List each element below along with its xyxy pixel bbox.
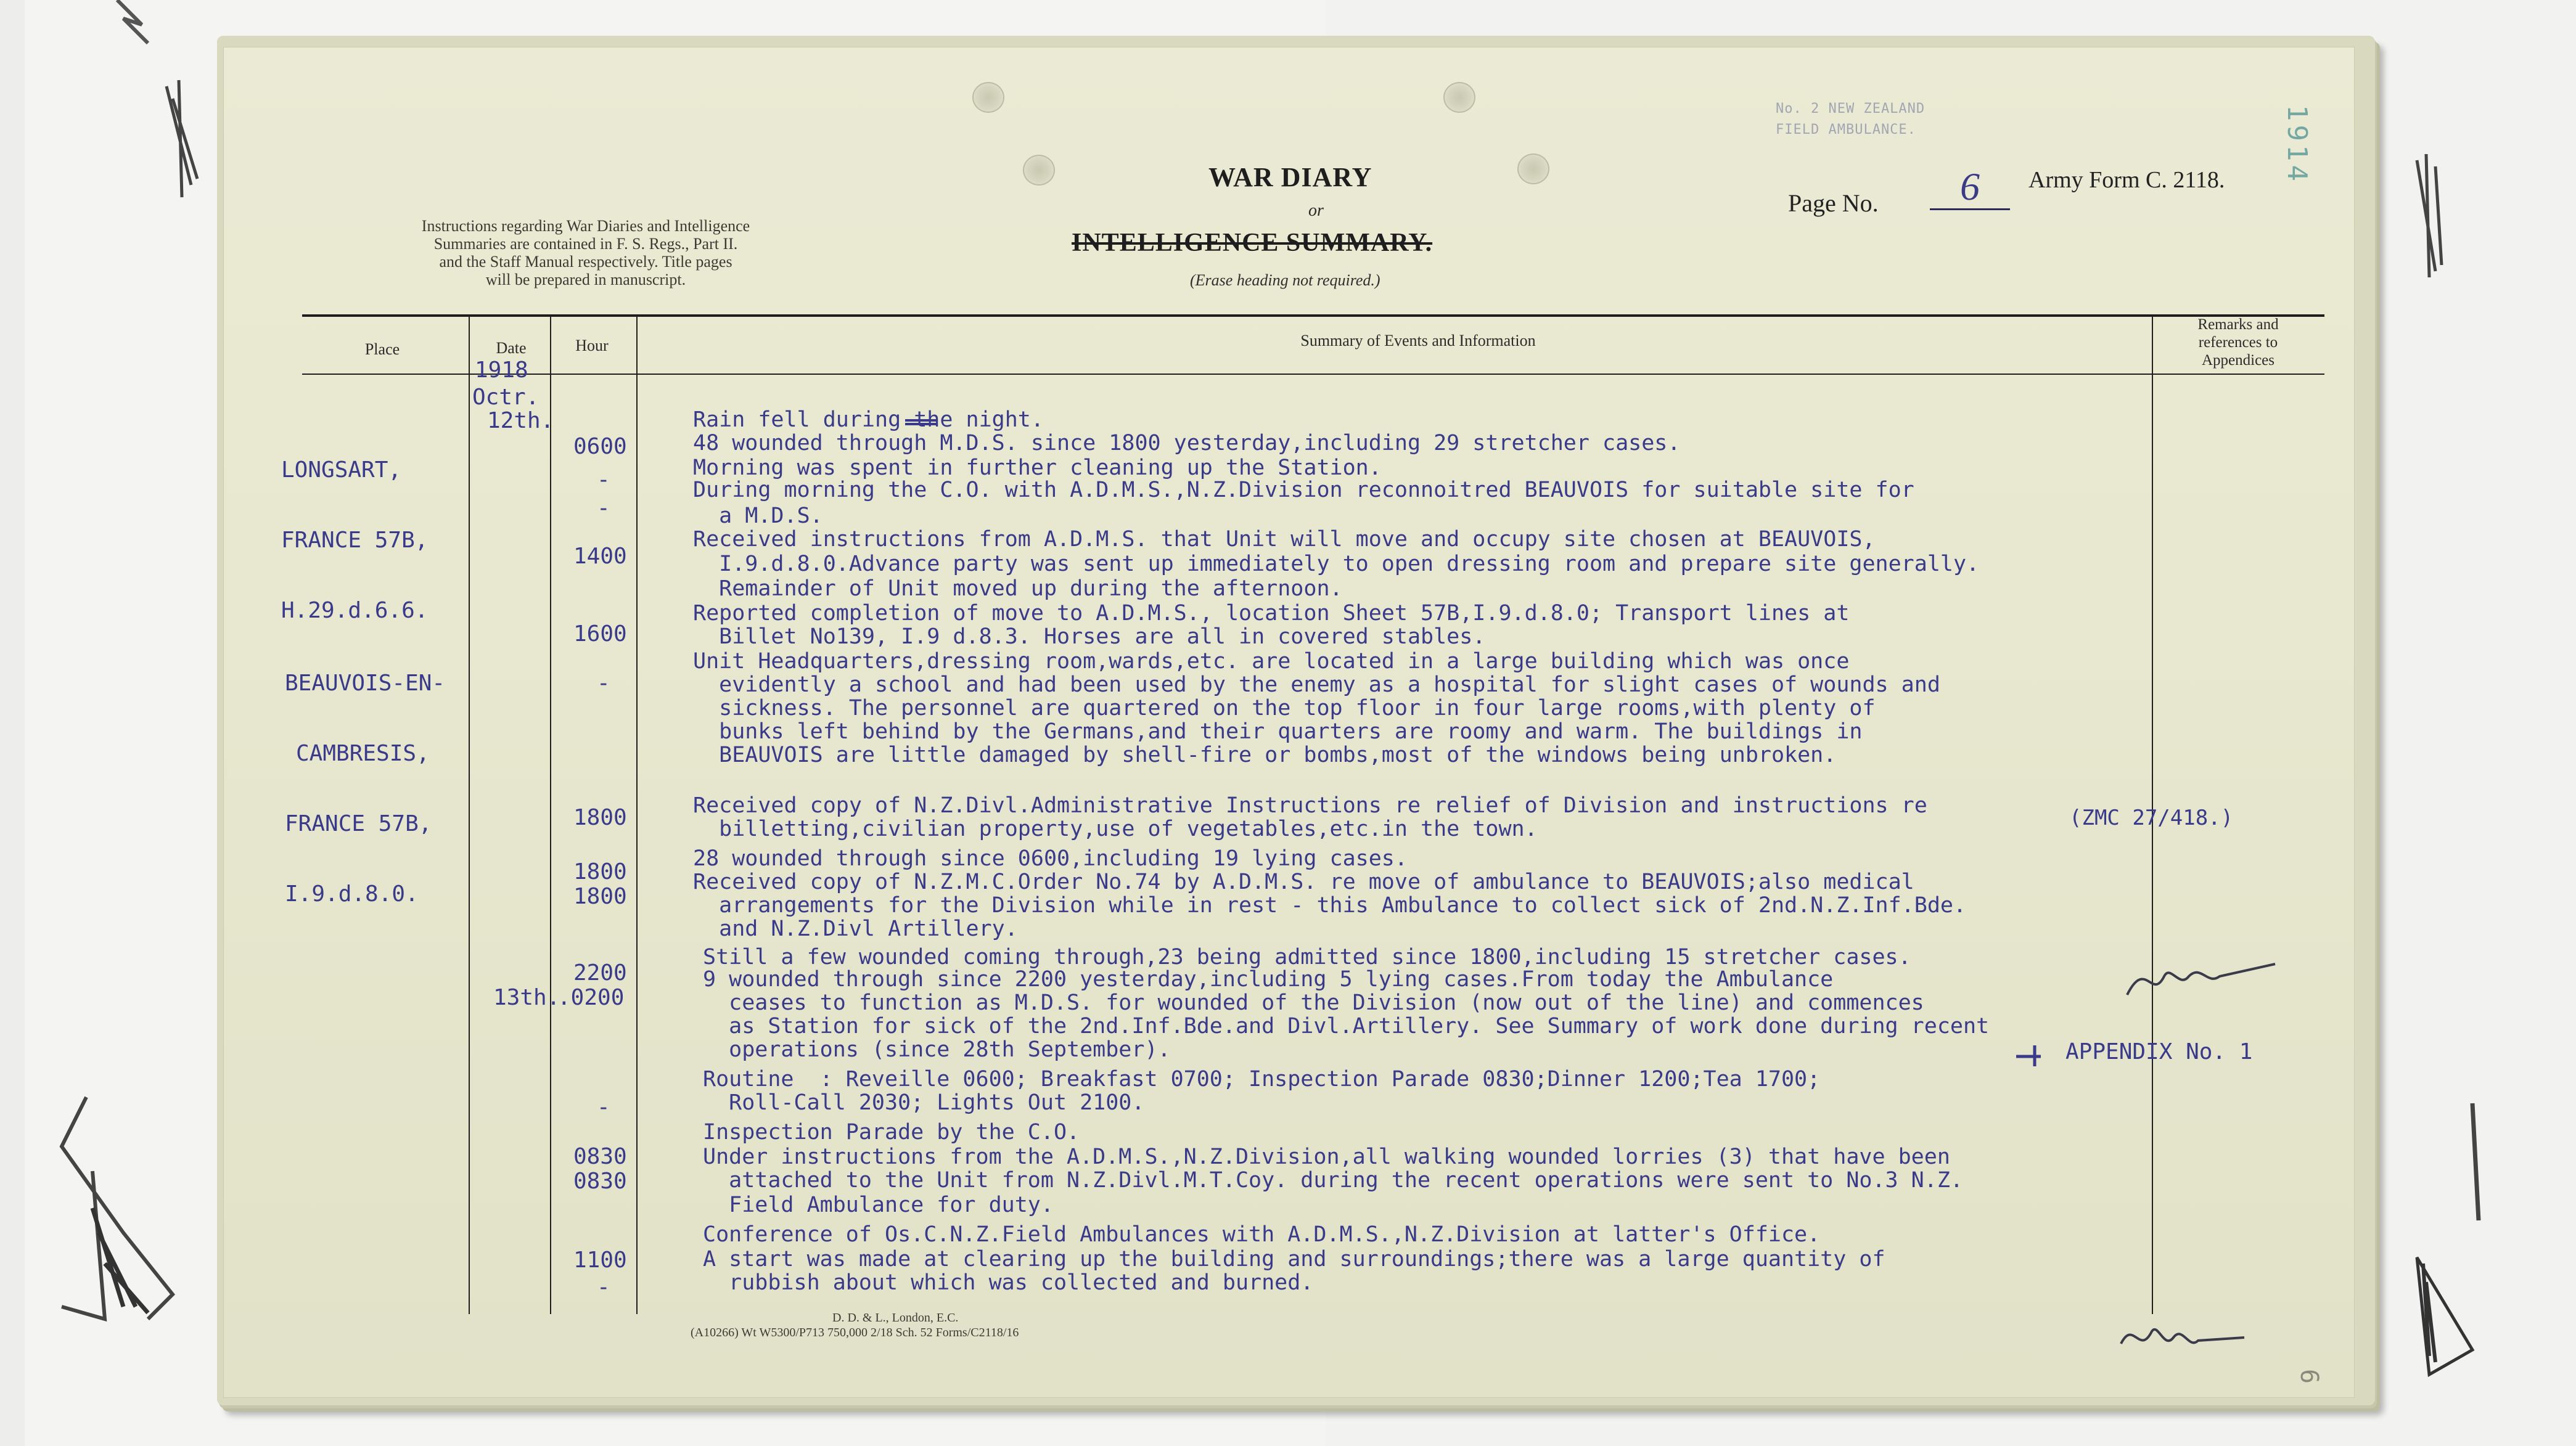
summary-line: Conference of Os.C.N.Z.Field Ambulances with A.D.M.S.,N.Z.Division at latter's Office. — [703, 1222, 1821, 1247]
summary-line: Morning was spent in further cleaning up the Station. — [693, 455, 1382, 480]
date-entry: 13th. — [493, 985, 560, 1010]
summary-line: Still a few wounded coming through,23 being admitted since 1800,including 15 stretcher cases. — [703, 945, 1911, 970]
column-rule-hour — [636, 316, 638, 1314]
summary-line: Remainder of Unit moved up during the afternoon. — [693, 576, 1343, 601]
remarks-header-line: references to — [2198, 334, 2278, 351]
summary-line: Received copy of N.Z.M.C.Order No.74 by A.D.M.S. re move of ambulance to BEAUVOIS;also medical — [693, 870, 1914, 894]
summary-line: Received instructions from A.D.M.S. that Unit will move and occupy site chosen at BEAUVOIS, — [693, 527, 1876, 552]
army-form-number: Army Form C. 2118. — [2028, 167, 2225, 193]
hour-entry: 1800 — [573, 884, 627, 909]
instructions-line: Instructions regarding War Diaries and Intelligence — [421, 217, 750, 235]
header-rule-bottom — [302, 374, 2324, 375]
summary-line: Roll-Call 2030; Lights Out 2100. — [703, 1090, 1145, 1115]
summary-line: Reported completion of move to A.D.M.S., location Sheet 57B,I.9.d.8.0; Transport lines at — [693, 601, 1850, 626]
unit-stamp-line: FIELD AMBULANCE. — [1776, 122, 1916, 137]
summary-line: Billet No139, I.9 d.8.3. Horses are all in covered stables. — [693, 624, 1486, 649]
hour-entry: - — [597, 467, 610, 492]
summary-line: 48 wounded through M.D.S. since 1800 yesterday,including 29 stretcher cases. — [693, 431, 1681, 455]
punch-hole — [972, 82, 1004, 113]
title-or: or — [1308, 201, 1324, 220]
hour-entry: 1800 — [573, 859, 627, 884]
column-header-hour: Hour — [575, 337, 609, 354]
hour-entry: - — [597, 1275, 610, 1300]
column-header-place: Place — [364, 340, 400, 358]
place-line: CAMBRESIS, — [296, 741, 430, 766]
place-line: FRANCE 57B, — [285, 811, 432, 836]
pencil-scribble-left — [25, 0, 234, 1446]
header-rule-top — [302, 314, 2324, 317]
unit-stamp-line: No. 2 NEW ZEALAND — [1776, 101, 1926, 116]
column-header-remarks — [2155, 316, 2321, 369]
summary-line: attached to the Unit from N.Z.Divl.M.T.Coy. during the recent operations were sent to No.3 N.Z. — [703, 1168, 1963, 1193]
summary-line: billetting,civilian property,use of vegetables,etc.in the town. — [693, 817, 1538, 841]
hour-entry: 2200 — [573, 960, 627, 986]
signature-initials — [2121, 952, 2281, 1007]
summary-line: Inspection Parade by the C.O. — [703, 1120, 1080, 1145]
instructions-line: and the Staff Manual respectively. Title pages — [439, 253, 732, 271]
summary-line: BEAUVOIS are little damaged by shell-fire or bombs,most of the windows being unbroken. — [693, 743, 1837, 767]
summary-line: A start was made at clearing up the building and surroundings;there was a large quantity of — [703, 1247, 1885, 1272]
hour-entry: 0600 — [573, 434, 627, 459]
printer-line: D. D. & L., London, E.C. — [832, 1311, 959, 1325]
summary-line: a M.D.S. — [693, 504, 823, 528]
summary-line: 9 wounded through since 2200 yesterday,including 5 lying cases.From today the Ambulance — [703, 967, 1834, 992]
page-number-value: 6 — [1930, 165, 2010, 210]
title-war-diary: WAR DIARY — [1208, 162, 1372, 192]
hour-entry: 1600 — [573, 621, 627, 647]
summary-line: Under instructions from the A.D.M.S.,N.Z.Division,all walking wounded lorries (3) that have been — [703, 1145, 1950, 1169]
page-number-label: Page No. — [1788, 189, 1879, 217]
summary-line: evidently a school and had been used by the enemy as a hospital for slight cases of wounds and — [693, 672, 1940, 697]
margin-pencil-number: 6 — [2295, 1368, 2324, 1384]
place-line: BEAUVOIS-EN- — [285, 671, 446, 696]
pencil-scribble-right — [2392, 0, 2576, 1446]
hour-entry: .0200 — [557, 985, 625, 1010]
summary-line: and N.Z.Divl Artillery. — [693, 917, 1018, 941]
summary-line: as Station for sick of the 2nd.Inf.Bde.and Divl.Artillery. See Summary of work done during recent — [703, 1014, 1990, 1039]
punch-hole — [1023, 155, 1055, 186]
erase-note: (Erase heading not required.) — [1190, 271, 1380, 289]
remarks-header-line: Appendices — [2201, 352, 2275, 369]
appendix-bracket-mark — [2010, 1039, 2059, 1070]
strikeout-mark — [903, 412, 940, 430]
summary-line: bunks left behind by the Germans,and their quarters are roomy and warm. The buildings in — [693, 719, 1863, 744]
date-entry: 12th. — [487, 408, 554, 433]
instructions-line: Summaries are contained in F. S. Regs., Part II. — [433, 235, 738, 253]
date-entry: Octr. — [472, 385, 539, 410]
year-stamp: 1914 — [2281, 105, 2313, 185]
summary-line: During morning the C.O. with A.D.M.S.,N.Z.Division reconnoitred BEAUVOIS for suitable site for — [693, 478, 1914, 502]
hour-entry: - — [597, 1095, 610, 1120]
column-header-date: Date — [496, 339, 527, 357]
summary-line: Rain fell during the night. — [693, 407, 1044, 432]
place-line: I.9.d.8.0. — [285, 881, 419, 907]
summary-line: I.9.d.8.0.Advance party was sent up immediately to open dressing room and prepare site generally. — [693, 552, 1980, 576]
remarks-header-line: Remarks and — [2197, 316, 2279, 333]
summary-line: arrangements for the Division while in rest - this Ambulance to collect sick of 2nd.N.Z.Inf.Bde. — [693, 893, 1967, 918]
summary-line: 28 wounded through since 0600,including 19 lying cases. — [693, 846, 1408, 871]
hour-entry: 1400 — [573, 544, 627, 569]
punch-hole — [1517, 153, 1549, 184]
summary-line: Field Ambulance for duty. — [703, 1193, 1054, 1217]
column-header-summary: Summary of Events and Information — [1300, 332, 1536, 349]
place-entry — [281, 412, 428, 646]
place-entry — [285, 625, 445, 929]
hour-entry: - — [597, 496, 610, 521]
hour-entry: - — [597, 671, 610, 696]
punch-hole — [1443, 82, 1475, 113]
printer-imprint — [691, 1310, 1245, 1340]
summary-line: ceases to function as M.D.S. for wounded of the Division (now out of the line) and commences — [703, 991, 1924, 1015]
hour-entry: 0830 — [573, 1144, 627, 1169]
remark-reference: (ZMC 27/418.) — [2069, 806, 2234, 830]
summary-line: rubbish about which was collected and burned. — [703, 1270, 1314, 1295]
hour-entry: 1100 — [573, 1248, 627, 1273]
column-rule-place — [469, 316, 470, 1314]
summary-line: Routine : Reveille 0600; Breakfast 0700; Inspection Parade 0830;Dinner 1200;Tea 1700; — [703, 1067, 1821, 1092]
printer-line: (A10266) Wt W5300/P713 750,000 2/18 Sch. 52 Forms/C2118/16 — [691, 1326, 1019, 1339]
instructions-note — [351, 217, 820, 288]
column-rule-date — [550, 316, 551, 1314]
signature-initials — [2115, 1313, 2250, 1368]
instructions-line: will be prepared in manuscript. — [485, 271, 686, 288]
place-line: FRANCE 57B, — [281, 528, 429, 553]
place-line: H.29.d.6.6. — [281, 598, 429, 623]
unit-stamp — [1776, 99, 1925, 141]
title-intelligence-summary: INTELLIGENCE SUMMARY. — [1072, 229, 1433, 257]
summary-line: Received copy of N.Z.Divl.Administrative Instructions re relief of Division and instructions re — [693, 793, 1927, 818]
summary-line: Unit Headquarters,dressing room,wards,etc. are located in a large building which was once — [693, 649, 1850, 674]
remark-appendix: APPENDIX No. 1 — [2065, 1039, 2253, 1064]
summary-line: operations (since 28th September). — [703, 1037, 1171, 1062]
date-year-handwritten: 1918 — [475, 357, 528, 383]
summary-line: sickness. The personnel are quartered on the top floor in four large rooms,with plenty of — [693, 696, 1876, 721]
hour-entry: 1800 — [573, 805, 627, 830]
hour-entry: 0830 — [573, 1169, 627, 1194]
place-line: LONGSART, — [281, 457, 402, 483]
